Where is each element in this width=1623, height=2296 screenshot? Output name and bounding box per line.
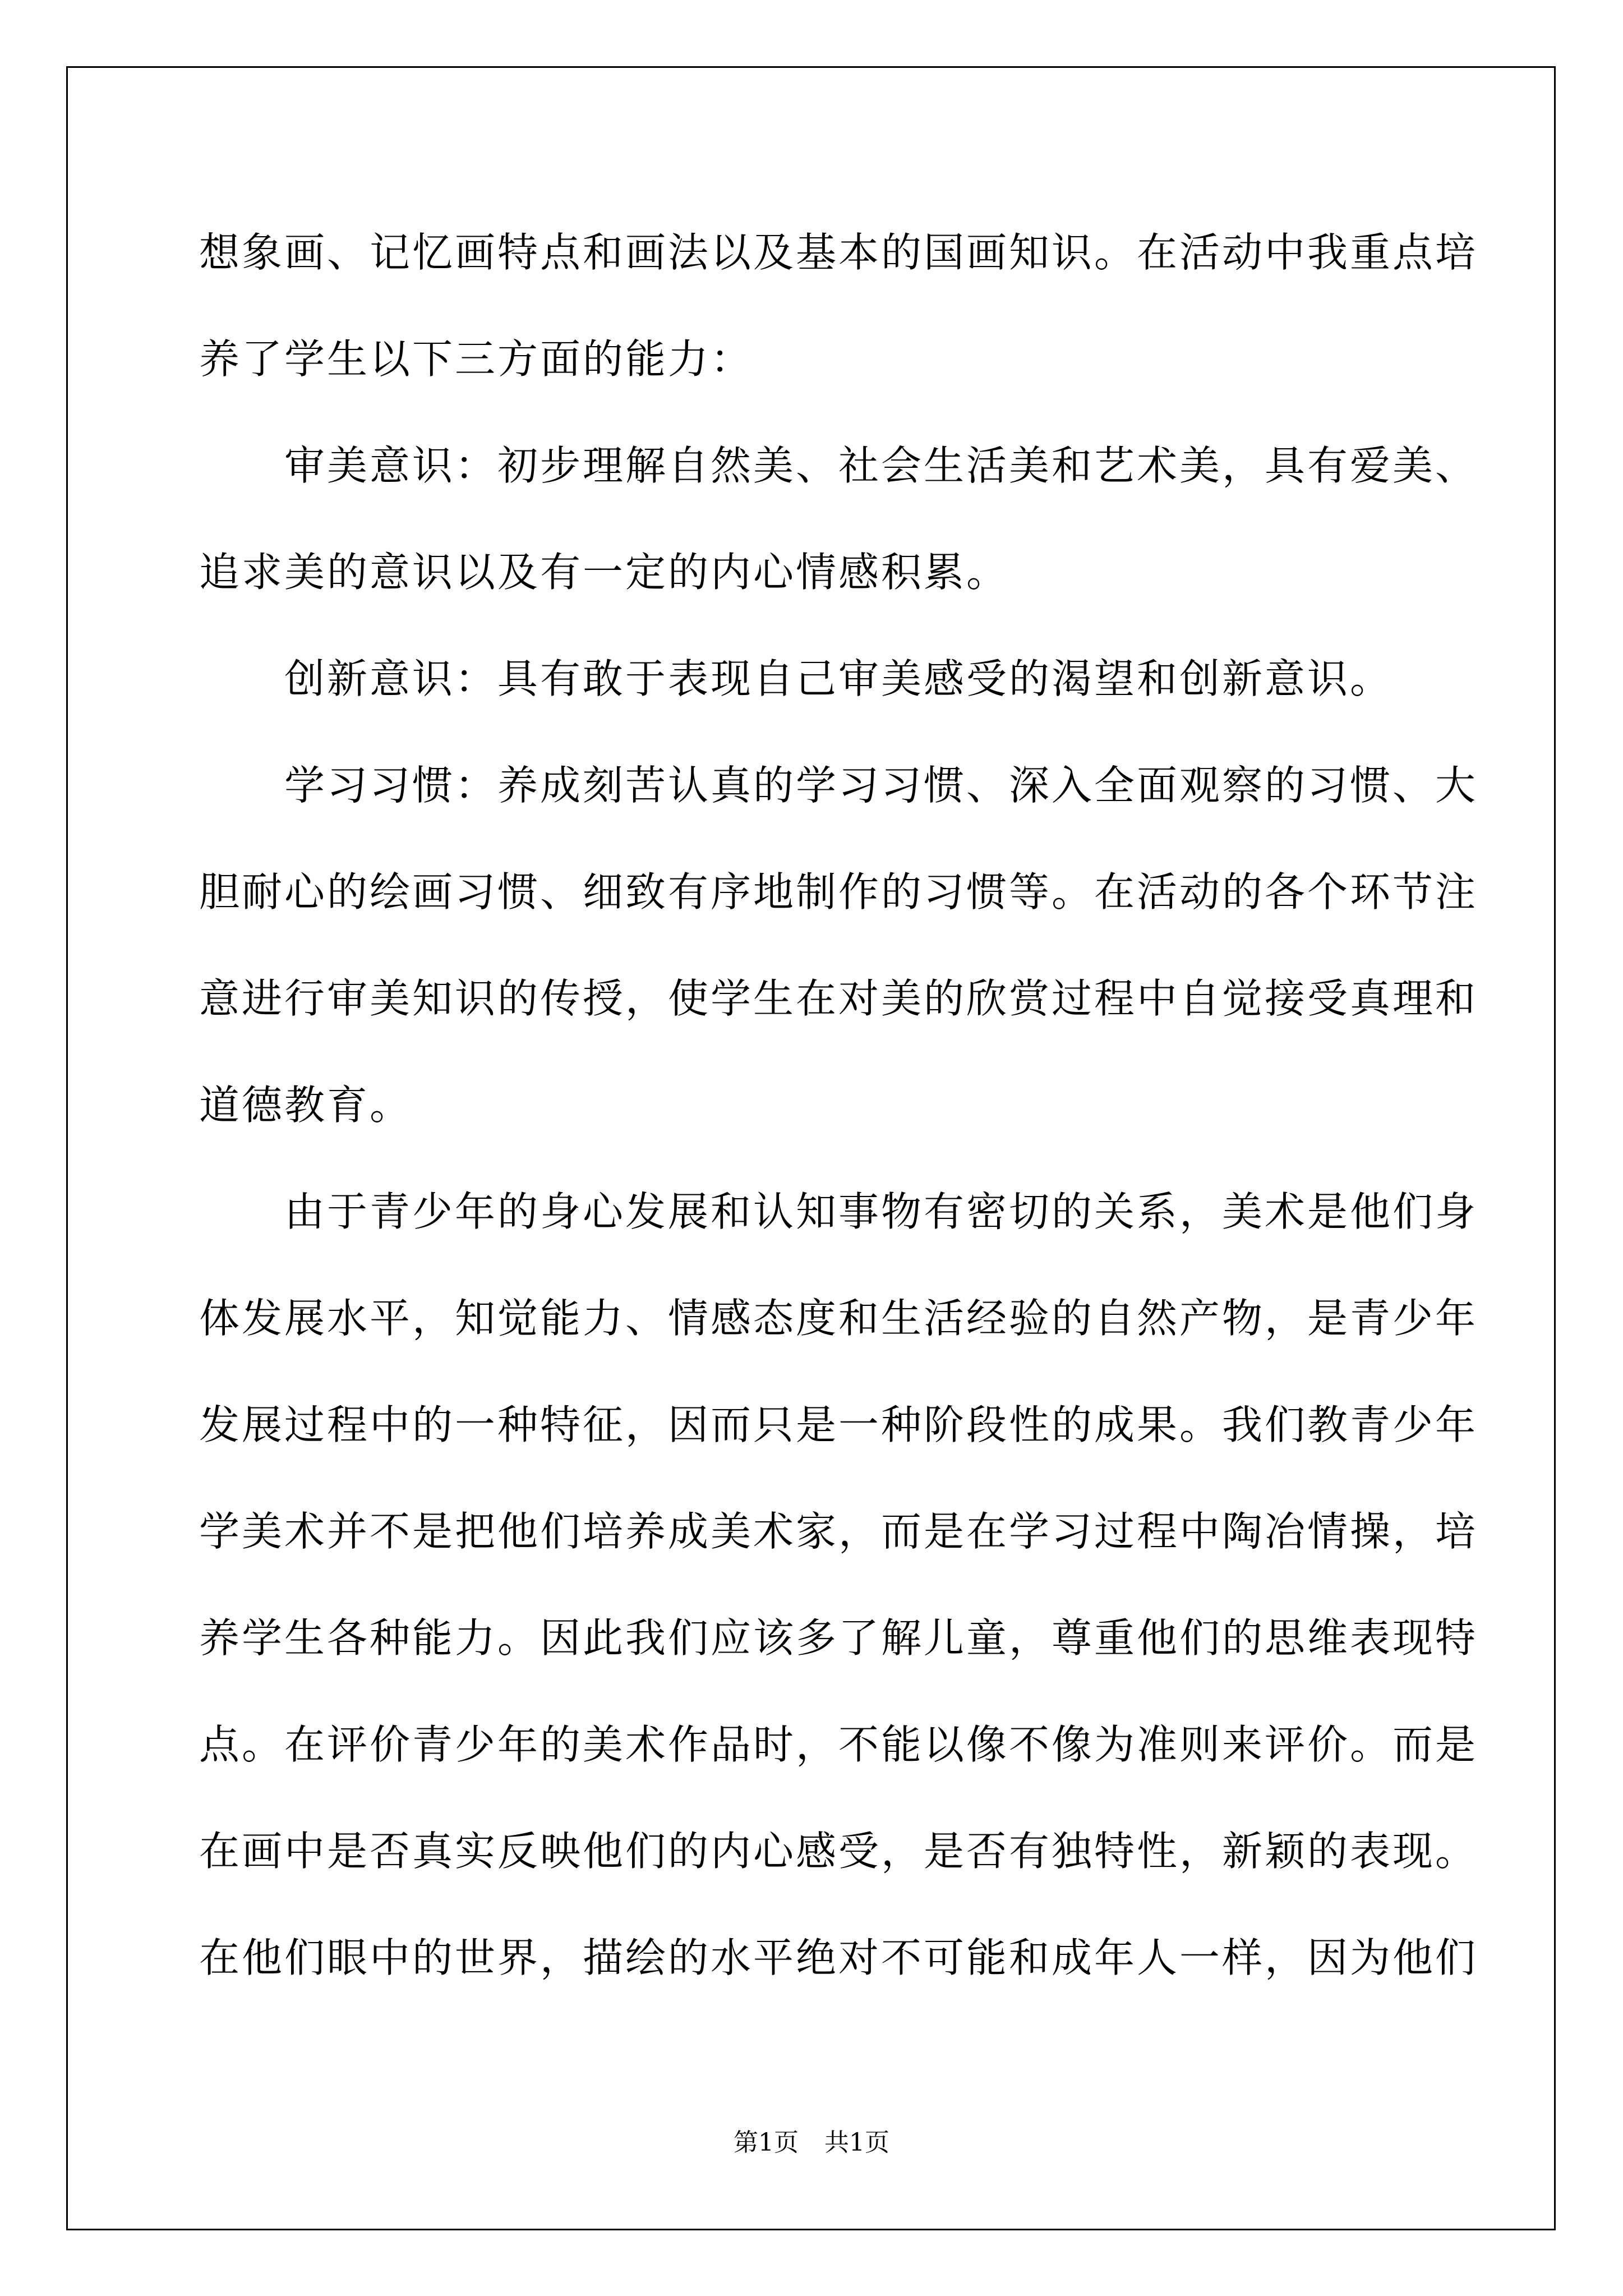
page-total: 共1页 xyxy=(824,2128,889,2157)
text-line: 由于青少年的身心发展和认知事物有密切的关系，美术是他们身 xyxy=(199,1188,1478,1235)
text-line: 在画中是否真实反映他们的内心感受，是否有独特性，新颖的表现。 xyxy=(199,1828,1478,1875)
text-line: 胆耐心的绘画习惯、细致有序地制作的习惯等。在活动的各个环节注 xyxy=(199,868,1478,915)
text-line: 想象画、记忆画特点和画法以及基本的国画知识。在活动中我重点培 xyxy=(199,229,1478,276)
text-line: 学美术并不是把他们培养成美术家，而是在学习过程中陶冶情操，培 xyxy=(199,1508,1478,1555)
text-line: 在他们眼中的世界，描绘的水平绝对不可能和成年人一样，因为他们 xyxy=(199,1934,1478,1981)
text-line: 养学生各种能力。因此我们应该多了解儿童，尊重他们的思维表现特 xyxy=(199,1614,1478,1662)
text-line: 道德教育。 xyxy=(199,1082,413,1129)
text-line: 意进行审美知识的传授，使学生在对美的欣赏过程中自觉接受真理和 xyxy=(199,975,1478,1022)
text-line: 审美意识：初步理解自然美、社会生活美和艺术美，具有爱美、 xyxy=(199,442,1478,489)
text-line: 创新意识：具有敢于表现自己审美感受的渴望和创新意识。 xyxy=(199,655,1393,702)
text-line: 体发展水平，知觉能力、情感态度和生活经验的自然产物，是青少年 xyxy=(199,1295,1478,1342)
text-line: 追求美的意识以及有一定的内心情感积累。 xyxy=(199,549,1009,596)
text-line: 发展过程中的一种特征，因而只是一种阶段性的成果。我们教青少年 xyxy=(199,1401,1478,1448)
text-line: 点。在评价青少年的美术作品时，不能以像不像为准则来评价。而是 xyxy=(199,1721,1478,1768)
text-line: 学习习惯：养成刻苦认真的学习习惯、深入全面观察的习惯、大 xyxy=(199,762,1478,809)
text-line: 养了学生以下三方面的能力： xyxy=(199,335,754,383)
page-number: 第1页 xyxy=(734,2128,799,2157)
page-footer xyxy=(0,2126,1623,2160)
page-border xyxy=(66,66,1556,2230)
